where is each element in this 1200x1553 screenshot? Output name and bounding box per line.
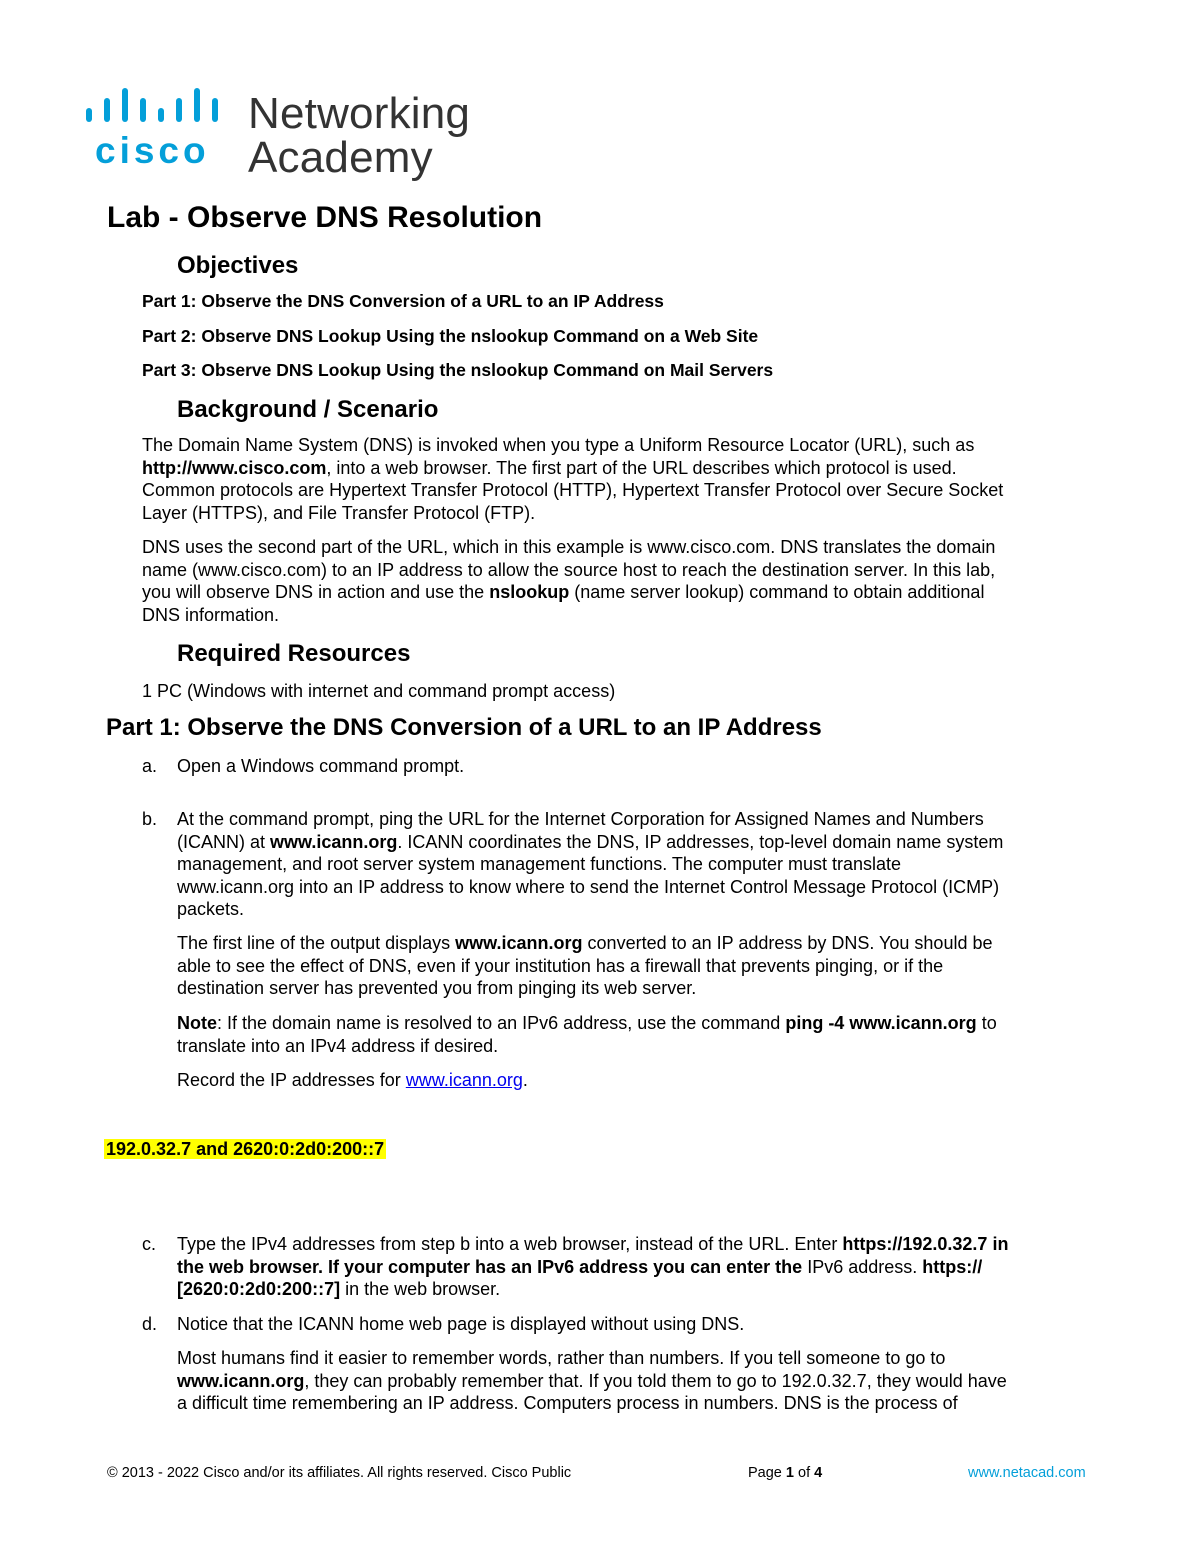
step-d-text: Notice that the ICANN home web page is displayed without using DNS. [177, 1314, 745, 1334]
cisco-bars-icon [84, 86, 234, 130]
text-line: Common protocols are Hypertext Transfer Protocol (HTTP), Hypertext Transfer Protocol over Secure Socket [142, 480, 1004, 500]
text-span: . [522, 1070, 528, 1090]
text-span: of [798, 1465, 811, 1481]
footer-site-link[interactable]: www.netacad.com [968, 1465, 1086, 1481]
logo-academy: Academy [248, 133, 433, 182]
text-span: Record the IP addresses for [177, 1070, 401, 1090]
background-paragraph-1 [142, 434, 1142, 524]
icann-url: www.icann.org [270, 831, 398, 852]
text-span: : If the domain name is resolved to an IPv6 address, use the command [217, 1013, 781, 1033]
text-line [177, 1278, 1137, 1301]
text-span: The first line of the output displays [177, 933, 451, 953]
objective-part-1: Part 1: Observe the DNS Conversion of a URL to an IP Address [142, 291, 664, 311]
logo-networking: Networking [248, 89, 471, 138]
ping-command: ping -4 www.icann.org [785, 1013, 977, 1033]
footer-page-number [748, 1465, 822, 1481]
text-span: (name server lookup) command to obtain additional [574, 582, 985, 602]
text-span: you will observe DNS in action and use the [142, 582, 485, 602]
nslookup-term: nslookup [489, 582, 570, 602]
output-explanation [177, 932, 1137, 1000]
text-span: (ICANN) at [177, 831, 266, 852]
resources-text: 1 PC (Windows with internet and command prompt access) [142, 681, 616, 701]
text-line [177, 1256, 1137, 1279]
step-c-text [177, 1233, 1137, 1301]
objective-part-3: Part 3: Observe DNS Lookup Using the nslookup Command on Mail Servers [142, 360, 774, 380]
text-span: converted to an IP address by DNS. You should be [587, 933, 993, 953]
text-line: management, and root server system management functions. The computer must translate [177, 854, 902, 874]
page-title: Lab - Observe DNS Resolution [107, 201, 543, 234]
text-line: The Domain Name System (DNS) is invoked when you type a Uniform Resource Locator (URL), such as [142, 435, 975, 455]
text-line [177, 1012, 1137, 1035]
text-span: Page [748, 1465, 782, 1481]
total-pages: 4 [814, 1465, 823, 1481]
text-line: DNS uses the second part of the URL, which in this example is www.cisco.com. DNS translates the domain [142, 537, 996, 557]
note-label: Note [177, 1013, 217, 1033]
text-span: , they can probably remember that. If you told them to go to 192.0.32.7, they would have [304, 1370, 1007, 1391]
current-page: 1 [785, 1465, 794, 1481]
text-span: Type the IPv4 addresses from step b into a web browser, instead of the URL. Enter [177, 1234, 838, 1254]
text-line: name (www.cisco.com) to an IP address to allow the source host to reach the destination server. In this lab, [142, 559, 996, 580]
text-span: IPv6 address. [807, 1256, 918, 1277]
text-line: At the command prompt, ping the URL for the Internet Corporation for Assigned Names and Numbers [177, 809, 984, 829]
step-b-letter: b. [142, 809, 158, 829]
text-span: to [981, 1013, 997, 1033]
answer-highlight [104, 1139, 386, 1160]
objective-part-2: Part 2: Observe DNS Lookup Using the nslookup Command on a Web Site [142, 326, 759, 346]
objectives-heading: Objectives [177, 252, 299, 279]
ipv6-url-start: https:// [922, 1256, 983, 1277]
text-line: Layer (HTTPS), and File Transfer Protocol (FTP). [142, 502, 536, 523]
icann-url: www.icann.org [455, 933, 583, 953]
text-line [177, 1370, 1137, 1393]
part1-heading: Part 1: Observe the DNS Conversion of a URL to an IP Address [106, 714, 822, 741]
background-heading: Background / Scenario [177, 396, 439, 423]
text-line [142, 581, 1142, 604]
text-line: www.icann.org into an IP address to know where to send the Internet Control Message Protocol (ICMP) [177, 876, 1000, 897]
text-line [177, 932, 1137, 955]
text-line: DNS information. [142, 604, 280, 625]
ipv4-url: https://192.0.32.7 in [842, 1234, 1009, 1254]
text-line [142, 457, 1142, 480]
record-line [177, 1069, 528, 1092]
step-b-text [177, 808, 1137, 921]
step-a-text: Open a Windows command prompt. [177, 756, 465, 776]
text-line: a difficult time remembering an IP address. Computers process in numbers. DNS is the process of [177, 1393, 958, 1413]
text-line [177, 831, 1137, 854]
note [177, 1012, 1137, 1057]
icann-url: www.icann.org [177, 1370, 305, 1391]
bold-text: the web browser. If your computer has an IPv6 address you can enter the [177, 1256, 803, 1277]
background-paragraph-2 [142, 536, 1142, 626]
text-line: able to see the effect of DNS, even if your institution has a firewall that prevents pinging, or if the [177, 955, 944, 976]
step-c-letter: c. [142, 1234, 157, 1254]
step-d-letter: d. [142, 1314, 158, 1334]
url-cisco: http://www.cisco.com [142, 457, 327, 478]
step-a-letter: a. [142, 756, 158, 776]
text-span: . ICANN coordinates the DNS, IP addresses, top-level domain name system [397, 831, 1004, 852]
text-line: translate into an IPv4 address if desired. [177, 1035, 499, 1056]
resources-heading: Required Resources [177, 640, 411, 667]
cisco-wordmark: cisco [95, 130, 210, 171]
answer-text: 192.0.32.7 and 2620:0:2d0:200::7 [106, 1139, 385, 1159]
ipv6-url: [2620:0:2d0:200::7] [177, 1279, 341, 1299]
text-line: Most humans find it easier to remember words, rather than numbers. If you tell someone to go to [177, 1348, 946, 1368]
memory-paragraph [177, 1347, 1137, 1415]
footer-copyright: © 2013 - 2022 Cisco and/or its affiliates. All rights reserved. Cisco Public [107, 1465, 572, 1481]
text-line [177, 1233, 1137, 1256]
icann-link[interactable]: www.icann.org [405, 1070, 523, 1090]
text-span: in the web browser. [345, 1279, 501, 1299]
text-span: , into a web browser. The first part of the URL describes which protocol is used. [326, 457, 957, 478]
text-line: destination server has prevented you from pinging its web server. [177, 978, 697, 998]
text-line: packets. [177, 899, 245, 919]
